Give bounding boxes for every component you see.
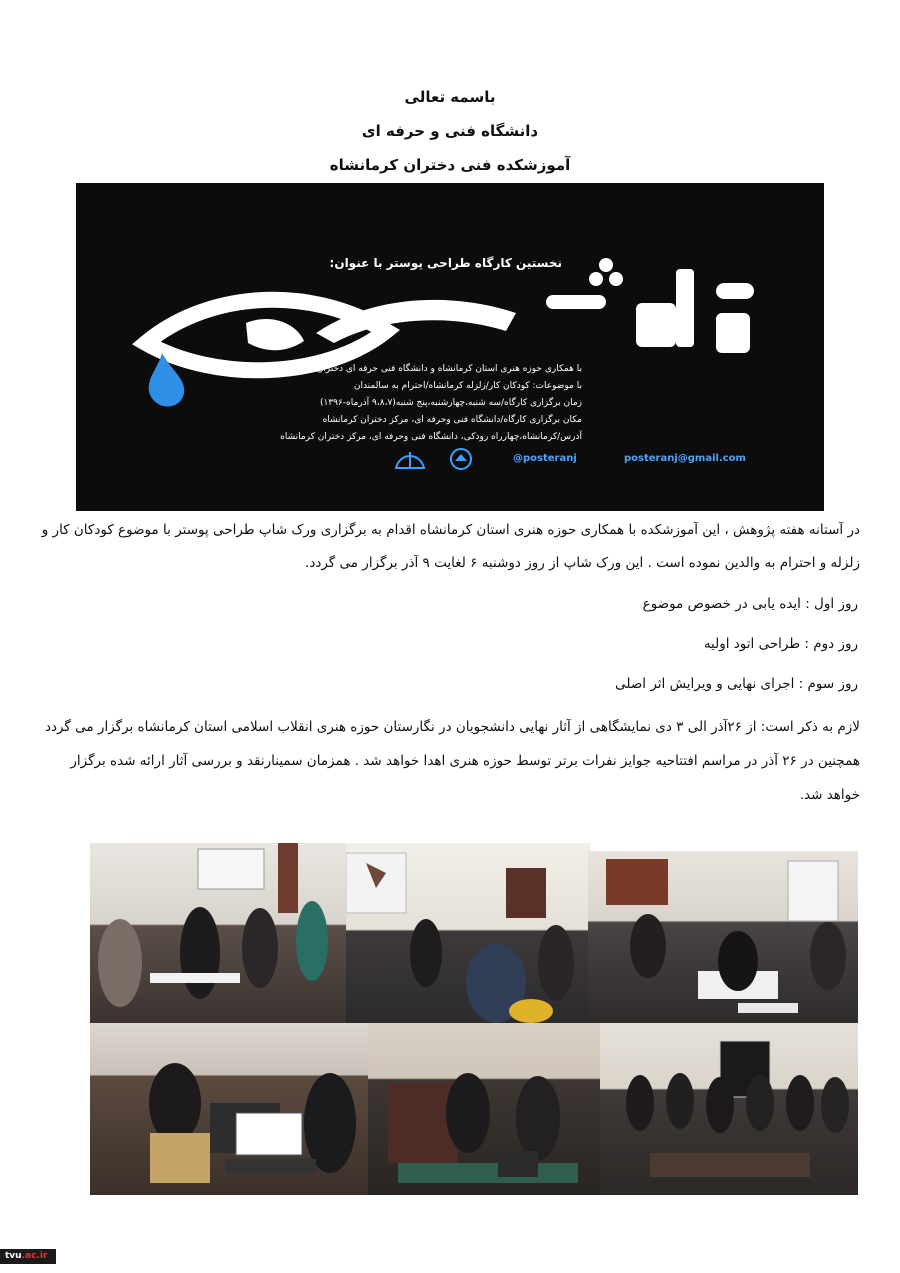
intro-paragraph: در آستانه هفته پژوهش ، این آموزشکده با همکاری حوزه هنری استان کرمانشاه اقدام به برگزاری ورک شاپ طراحی پوستر با موضوع کودکان کار و زلزله و احترام به والدین نموده است . این ورک شاپ از روز دوشنبه ۶ لغایت ۹ آذر برگزار می گردد. [41, 522, 860, 571]
workshop-photo-6 [600, 1023, 858, 1195]
day-two-item: روز دوم : طراحی اتود اولیه [703, 636, 858, 652]
day-one-item: روز اول : ایده یابی در خصوص موضوع [642, 596, 858, 612]
exhibition-note-paragraph: لازم به ذکر است: از ۲۶آذر الی ۳ دی نمایشگاهی از آثار نهایی دانشجویان در نگارستان حوزه هنری انقلاب اسلامی استان کرمانشاه برگزار می گردد همچنین در ۲۶ آذر در مراسم افتتاحیه جوایز نفرات برتر توسط حوزه هنری اهدا خواهد شد . همزمان سمینارنقد و بررسی آثار ارائه شده برگزار خواهد شد. [44, 719, 860, 803]
workshop-photo-3 [588, 851, 858, 1025]
workshop-photo-1 [90, 843, 348, 1023]
art-center-logo [392, 446, 428, 470]
poster-detail-line: آدرس/کرمانشاه،چهارراه رودکی، دانشگاه فنی وحرفه ای، مرکز دختران کرمانشاه [280, 432, 582, 442]
poster-details [202, 361, 582, 446]
poster-eye-pupil [246, 319, 304, 350]
poster-social-handle: @posteranj [513, 453, 577, 464]
workshop-photo-4 [90, 1023, 368, 1195]
tvu-site-badge[interactable] [0, 1249, 56, 1264]
day-three-item: روز سوم : اجرای نهایی و ویرایش اثر اصلی [615, 676, 858, 692]
header-line-1: باسمه تعالی [404, 88, 496, 106]
university-logo [448, 446, 474, 472]
footer-site-name: tvu [5, 1251, 22, 1261]
workshop-photo-5 [368, 1023, 600, 1195]
poster-detail-line: مکان برگزاری کارگاه/دانشگاه فنی وحرفه ای، مرکز دختران کرمانشاه [322, 415, 582, 425]
workshop-poster [76, 183, 824, 511]
poster-detail-line: زمان برگزاری کارگاه/سه شنبه،چهارشنبه،پنج شنبه(۹،۸،۷ آذرماه-۱۳۹۶) [319, 398, 582, 408]
poster-detail-line: با همکاری حوزه هنری استان کرمانشاه و دانشگاه فنی حرفه ای دختران کرمانشاه [279, 364, 582, 374]
footer-domain: .ac.ir [21, 1251, 48, 1261]
workshop-photo-collage [90, 843, 858, 1195]
header-university-name: دانشگاه فنی و حرفه ای [361, 122, 539, 140]
header-college-name: آموزشکده فنی دختران کرمانشاه [329, 156, 571, 174]
workshop-photo-2 [346, 843, 590, 1023]
poster-subtitle: نخستین کارگاه طراحی پوستر با عنوان: [329, 256, 562, 270]
poster-detail-line: با موضوعات: کودکان کار/زلزله کرمانشاه/احترام به سالمندان [353, 381, 582, 391]
poster-email: posteranj@gmail.com [624, 453, 746, 464]
